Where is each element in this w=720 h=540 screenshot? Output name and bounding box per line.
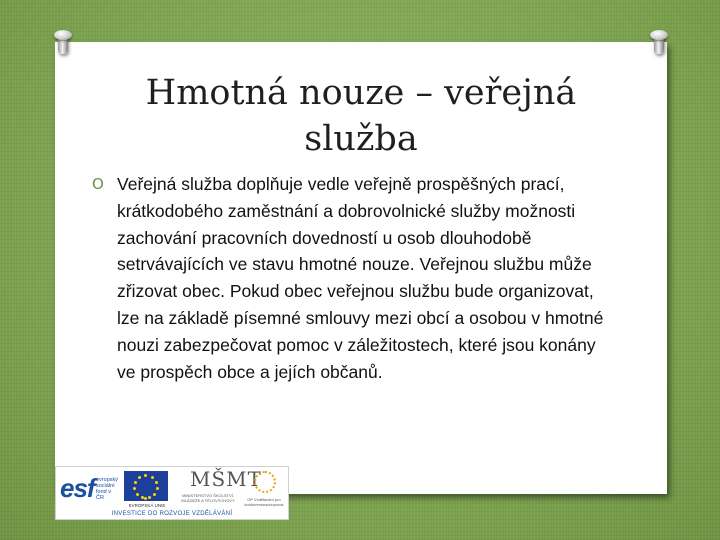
- pushpin-icon: [52, 30, 74, 58]
- msmt-logo: [176, 467, 262, 505]
- bullet-item: [92, 171, 607, 385]
- eu-flag-icon: [124, 471, 168, 501]
- title-line-1: Hmotná nouze – veřejná: [145, 73, 577, 113]
- logo-strip: [55, 466, 289, 520]
- slide-title: [55, 70, 667, 162]
- title-line-2: služba: [304, 119, 418, 159]
- bullet-text: Veřejná služba doplňuje vedle veřejně prospěšných prací, krátkodobého zaměstnání a dobrovolnické služby možnosti zachování pracovních dovedností u osob dlouhodobě setrvávajících ve stavu hmotné nouze. Veřejnou službu může zřizovat obec. Pokud obec veřejnou službu bude organizovat, lze na základě písemné smlouvy mezi obcí a osobou v hmotné nouzi zabezpečovat pomoc v záležitostech, které jsou konány ve prospěch obce a jejích občanů.: [117, 174, 604, 382]
- op-logo: [244, 471, 284, 507]
- bullet-marker-icon: O: [92, 175, 104, 193]
- op-caption: OP Vzdělávání pro konkurenceschopnost: [244, 497, 284, 507]
- msmt-caption: MINISTERSTVO ŠKOLSTVÍ, MLÁDEŽE A TĚLOVÝCHOVY: [181, 493, 235, 503]
- esf-logo: [60, 471, 118, 507]
- esf-mark: esf: [60, 473, 95, 503]
- esf-subtitle: evropský sociální fond v ČR: [96, 477, 119, 501]
- op-star-icon: [254, 471, 276, 493]
- logo-slogan: INVESTICE DO ROZVOJE VZDĚLÁVÁNÍ: [111, 511, 233, 517]
- eu-caption: EVROPSKÁ UNIE: [128, 503, 166, 508]
- pushpin-icon: [648, 30, 670, 58]
- msmt-mark: MŠMT: [190, 467, 262, 491]
